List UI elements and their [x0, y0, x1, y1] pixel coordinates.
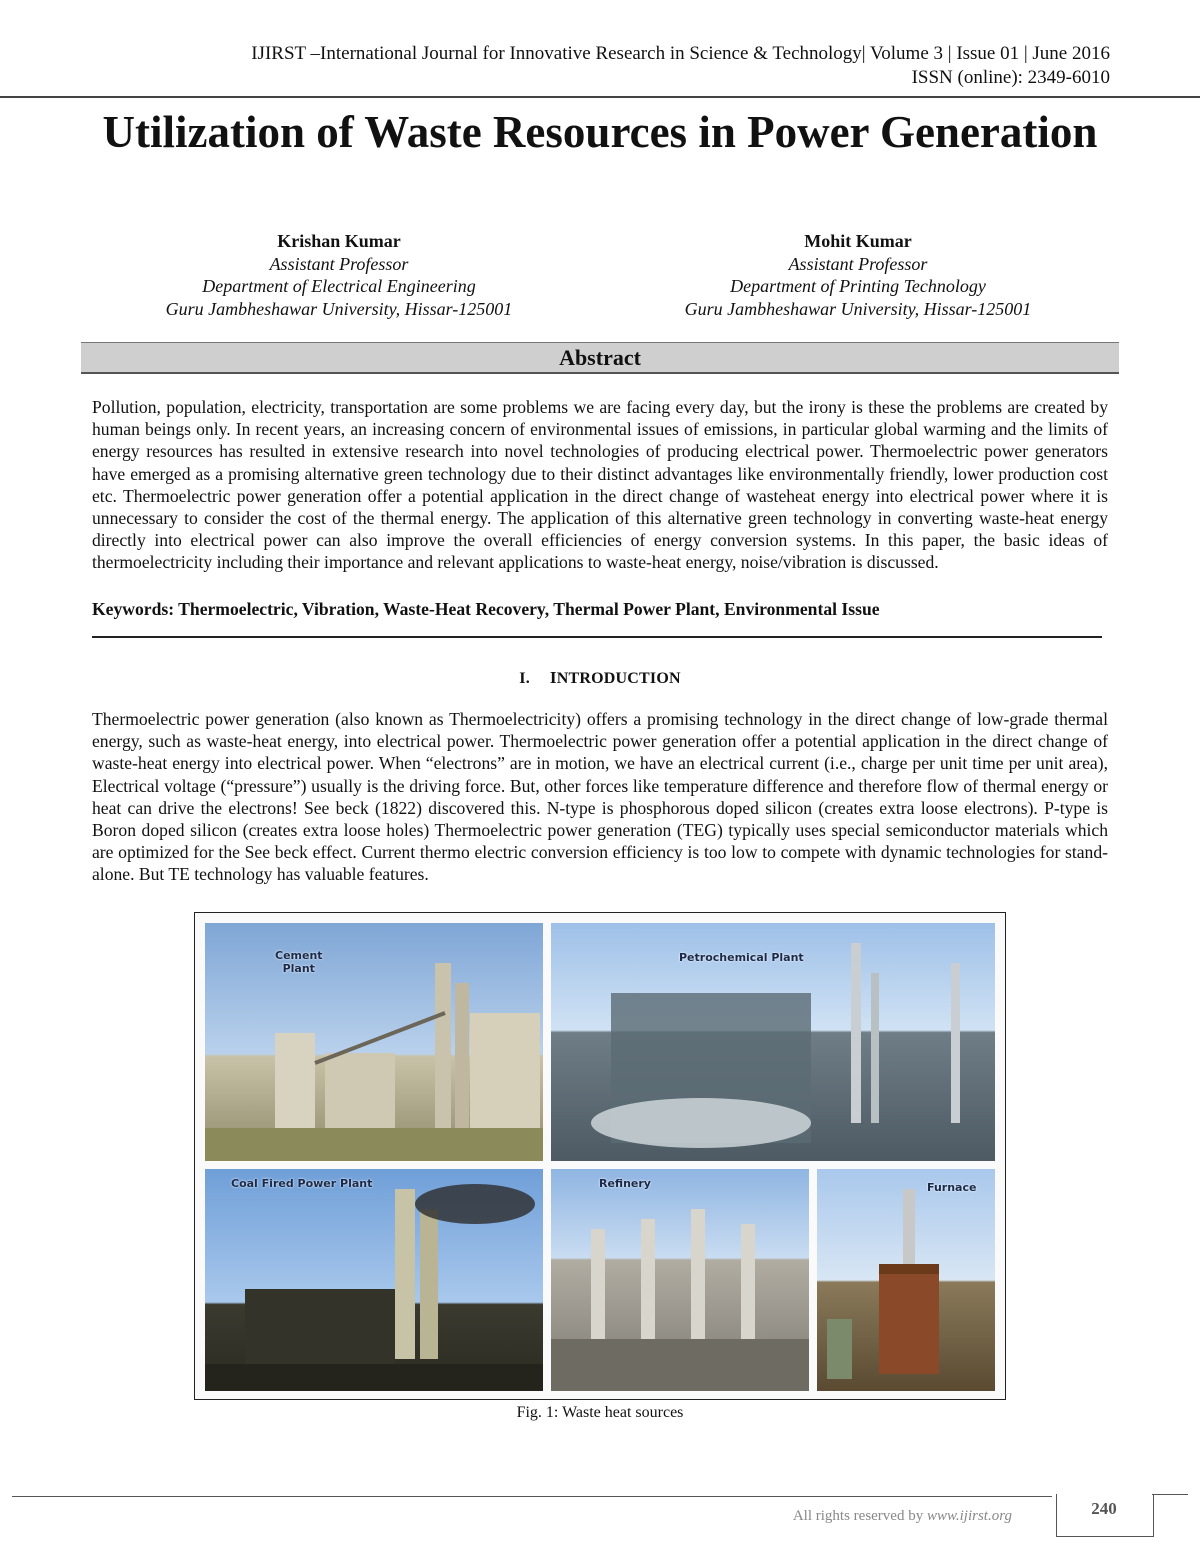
refinery-label: Refinery	[599, 1177, 651, 1190]
keywords-divider	[92, 636, 1102, 638]
section-number: I.	[519, 670, 530, 687]
journal-header: IJIRST –International Journal for Innovative Research in Science & Technology| Volume 3 | Issue 01 | June 2016	[251, 43, 1110, 64]
author-department: Department of Electrical Engineering	[202, 276, 476, 296]
footer-divider	[12, 1496, 1052, 1497]
keywords: Keywords: Thermoelectric, Vibration, Waste-Heat Recovery, Thermal Power Plant, Environmental Issue	[92, 599, 880, 619]
author-affiliation: Guru Jambheshawar University, Hissar-125001	[165, 298, 513, 319]
header-divider	[0, 96, 1200, 98]
author-position: Assistant Professor	[269, 253, 409, 274]
section-title-rest: NTRODUCTION	[556, 670, 681, 687]
cement-plant-photo	[205, 923, 543, 1161]
furnace-photo	[817, 1169, 995, 1391]
page-number: 240	[1091, 1499, 1117, 1518]
author-name: Mohit Kumar	[804, 231, 912, 251]
abstract-heading: Abstract	[81, 342, 1119, 374]
petrochemical-plant-photo	[551, 923, 995, 1161]
figure-waste-heat-sources	[194, 912, 1006, 1400]
coal-power-plant-label: Coal Fired Power Plant	[231, 1177, 373, 1190]
author-name: Krishan Kumar	[277, 231, 401, 251]
rights-text: All rights reserved by	[792, 1508, 927, 1524]
issn-line: ISSN (online): 2349-6010	[911, 67, 1110, 88]
furnace-illustration	[817, 1169, 995, 1391]
refinery-photo	[551, 1169, 809, 1391]
author-block-1	[119, 230, 559, 320]
coal-power-plant-photo	[205, 1169, 543, 1391]
paper-title: Utilization of Waste Resources in Power Generation	[102, 107, 1098, 157]
section-heading-introduction	[0, 668, 1200, 688]
author-department: Department of Printing Technology	[730, 276, 986, 296]
footer-rule-extension	[1152, 1494, 1188, 1495]
cement-plant-label-2: Plant	[282, 962, 315, 975]
furnace-label: Furnace	[927, 1181, 977, 1194]
figure-caption: Fig. 1: Waste heat sources	[516, 1404, 684, 1421]
coal-plant-illustration	[205, 1169, 543, 1391]
section-title-initial: I	[549, 668, 557, 687]
introduction-text: Thermoelectric power generation (also known as Thermoelectricity) offers a promising technology in the direct change of low-grade thermal energy, such as waste-heat energy, into electrical power. Thermoelectric power generation offer a potential application in the direct change of waste-heat energy into electrical power. When “electrons” are in motion, we have an electrical current (i.e., charge per unit time per unit area), Electrical voltage (“pressure”) usually is the driving force. But, other forces like temperature difference and therefore flow of thermal energy or heat can drive the electrons! See beck (1822) discovered this. N-type is phosphorous doped silicon (creates extra loose electrons). P-type is Boron doped silicon (creates extra loose holes) Thermoelectric power generation (TEG) typically uses special semiconductor materials which are optimized for the See beck effect. Current thermo electric conversion efficiency is too low to compete with dynamic technologies for stand-alone. But TE technology has valuable features.	[92, 709, 1108, 885]
refinery-illustration	[551, 1169, 809, 1391]
author-block-2	[638, 230, 1078, 320]
footer-rights	[700, 1508, 1012, 1525]
author-affiliation: Guru Jambheshawar University, Hissar-125001	[684, 298, 1032, 319]
petrochemical-plant-label: Petrochemical Plant	[679, 951, 804, 964]
abstract-text: Pollution, population, electricity, transportation are some problems we are facing every day, but the irony is these the problems are created by human beings only. In recent years, an increasing concern of environmental issues of emissions, in particular global warming and the limits of energy resources has resulted in extensive research into novel technologies of producing electrical power. Thermoelectric power generators have emerged as a promising alternative green technology due to their distinct advantages like environmentally friendly, lower production cost etc. Thermoelectric power generation offer a potential application in the direct change of wasteheat energy into electrical power where it is unnecessary to consider the cost of the thermal energy. The application of this alternative green technology in converting waste-heat energy directly into electrical power can also improve the overall efficiencies of energy conversion systems. In this paper, the basic ideas of thermoelectricity including their importance and relevant applications to waste-heat energy, noise/vibration is discussed.	[92, 397, 1108, 573]
author-position: Assistant Professor	[788, 253, 928, 274]
journal-url-link[interactable]: www.ijirst.org	[926, 1508, 1012, 1524]
cement-plant-label: Cement	[275, 949, 323, 962]
cement-plant-illustration	[205, 923, 543, 1161]
